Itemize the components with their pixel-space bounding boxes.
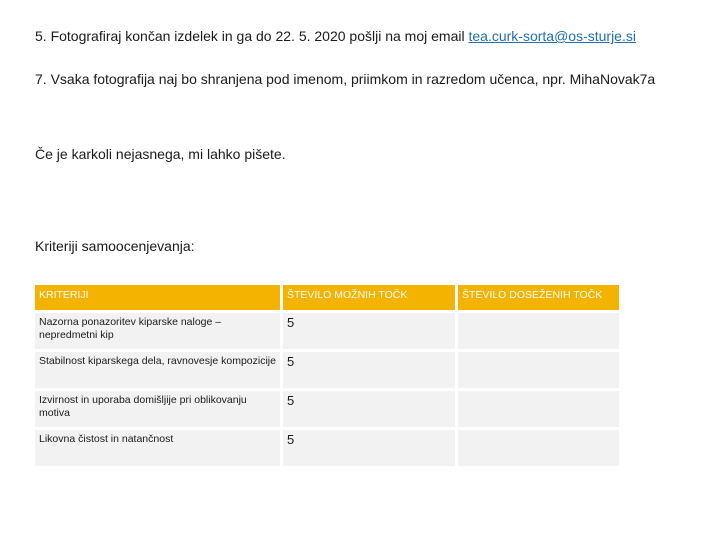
header-criteria: KRITERIJI xyxy=(35,285,280,310)
criterion-cell: Nazorna ponazoritev kiparske naloge – nepredmetni kip xyxy=(35,313,280,349)
table-row xyxy=(35,430,619,466)
table-header-row xyxy=(35,285,619,310)
criteria-table xyxy=(32,282,622,469)
instruction-7: 7. Vsaka fotografija naj bo shranjena pod imenom, priimkom in razredom učenca, npr. MihaNovak7a xyxy=(35,71,656,87)
criterion-cell: Likovna čistost in natančnost xyxy=(35,430,280,466)
achieved-points-cell[interactable] xyxy=(458,391,619,427)
criterion-cell: Izvirnost in uporaba domišljije pri oblikovanju motiva xyxy=(35,391,280,427)
instruction-5-text: 5. Fotografiraj končan izdelek in ga do 22. 5. 2020 pošlji na moj email xyxy=(35,28,469,44)
instruction-5 xyxy=(35,27,695,46)
max-points-cell: 5 xyxy=(283,352,455,388)
header-achieved-points: ŠTEVILO DOSEŽENIH TOČK xyxy=(458,285,619,310)
max-points-cell: 5 xyxy=(283,430,455,466)
table-row xyxy=(35,391,619,427)
header-max-points: ŠTEVILO MOŽNIH TOČK xyxy=(283,285,455,310)
max-points-cell: 5 xyxy=(283,313,455,349)
email-link[interactable]: tea.curk-sorta@os-sturje.si xyxy=(468,28,636,44)
achieved-points-cell[interactable] xyxy=(458,313,619,349)
achieved-points-cell[interactable] xyxy=(458,430,619,466)
table-row xyxy=(35,352,619,388)
criteria-heading: Kriteriji samoocenjevanja: xyxy=(35,238,195,254)
contact-note: Če je karkoli nejasnega, mi lahko pišete. xyxy=(35,146,286,162)
table-row xyxy=(35,313,619,349)
achieved-points-cell[interactable] xyxy=(458,352,619,388)
criterion-cell: Stabilnost kiparskega dela, ravnovesje kompozicije xyxy=(35,352,280,388)
max-points-cell: 5 xyxy=(283,391,455,427)
